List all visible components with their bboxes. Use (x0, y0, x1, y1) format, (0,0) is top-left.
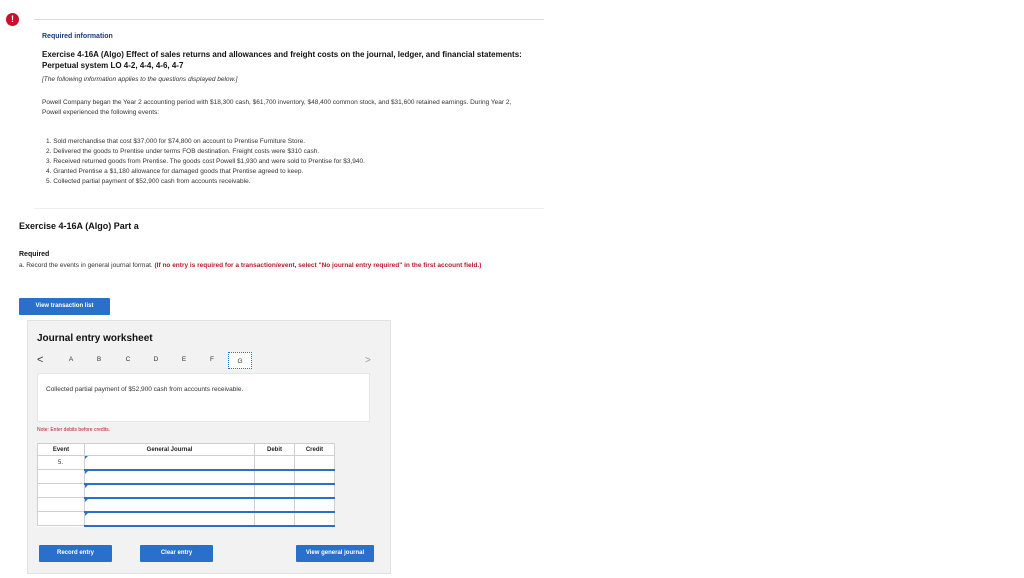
tab-c[interactable]: C (125, 356, 131, 363)
transaction-description-box (37, 373, 370, 422)
instruction-red: (If no entry is required for a transaction/event, select "No journal entry required" in the first account field.) (154, 262, 482, 269)
prev-arrow-icon[interactable]: < (37, 354, 44, 366)
event-cell (38, 512, 85, 526)
debit-input[interactable] (255, 456, 295, 470)
event-item: 2. Delivered the goods to Prentise under terms FOB destination. Freight costs were $310 cash. (46, 148, 320, 155)
clear-entry-button[interactable]: Clear entry (140, 545, 213, 562)
view-transaction-list-button[interactable]: View transaction list (19, 298, 110, 315)
account-input[interactable] (85, 498, 255, 512)
transaction-description: Collected partial payment of $52,900 cash from accounts receivable. (46, 386, 244, 393)
event-item: 1. Sold merchandise that cost $37,000 for $74,800 on account to Prentise Furniture Store. (46, 138, 306, 145)
event-item: 3. Received returned goods from Prentise. The goods cost Powell $1,930 and were sold to Prentise for $3,940. (46, 158, 365, 165)
event-list (46, 137, 365, 187)
table-row (38, 498, 335, 512)
debit-column-header: Debit (255, 444, 295, 456)
tab-d[interactable]: D (153, 356, 159, 363)
debit-input[interactable] (255, 470, 295, 484)
worksheet-title: Journal entry worksheet (37, 333, 153, 344)
event-cell (38, 498, 85, 512)
account-input[interactable] (85, 456, 255, 470)
journal-entry-worksheet (27, 320, 391, 574)
account-input[interactable] (85, 512, 255, 526)
debit-input[interactable] (255, 484, 295, 498)
table-row (38, 470, 335, 484)
tab-b[interactable]: B (96, 356, 102, 363)
credit-input[interactable] (295, 484, 335, 498)
event-cell: 5. (38, 456, 85, 470)
debit-input[interactable] (255, 512, 295, 526)
next-arrow-icon[interactable]: > (365, 355, 371, 366)
required-label: Required (19, 251, 50, 258)
exercise-title: Exercise 4-16A (Algo) Effect of sales returns and allowances and freight costs on the journal, ledger, and financial statements: Perpetual system LO 4-2, 4-4, 4-6, 4-7 (42, 50, 522, 70)
view-general-journal-button[interactable]: View general journal (296, 545, 374, 562)
account-input[interactable] (85, 484, 255, 498)
event-cell (38, 470, 85, 484)
debits-note: Note: Enter debits before credits. (37, 427, 111, 433)
part-title: Exercise 4-16A (Algo) Part a (19, 221, 139, 231)
debit-input[interactable] (255, 498, 295, 512)
credit-column-header: Credit (295, 444, 335, 456)
journal-table (37, 443, 335, 527)
table-row (38, 456, 335, 470)
event-cell (38, 484, 85, 498)
record-entry-button[interactable]: Record entry (39, 545, 112, 562)
credit-input[interactable] (295, 456, 335, 470)
table-row (38, 512, 335, 526)
credit-input[interactable] (295, 498, 335, 512)
alert-icon: ! (6, 13, 19, 26)
instruction-plain: a. Record the events in general journal format. (19, 262, 153, 269)
event-item: 4. Granted Prentise a $1,180 allowance for damaged goods that Prentise agreed to keep. (46, 168, 304, 175)
table-row (38, 484, 335, 498)
required-information-label: Required information (42, 33, 113, 40)
tab-g[interactable]: G (228, 352, 252, 369)
tab-f[interactable]: F (210, 356, 214, 363)
tab-a[interactable]: A (68, 356, 74, 363)
event-column-header: Event (38, 444, 85, 456)
tab-e[interactable]: E (181, 356, 187, 363)
event-item: 5. Collected partial payment of $52,900 cash from accounts receivable. (46, 178, 251, 185)
credit-input[interactable] (295, 512, 335, 526)
general-journal-column-header: General Journal (85, 444, 255, 456)
intro-text: Powell Company began the Year 2 accounting period with $18,300 cash, $61,700 inventory, $48,400 common stock, and $31,600 retained earnings. During Year 2, Powell experienced the following events: (42, 99, 512, 116)
credit-input[interactable] (295, 470, 335, 484)
applies-note: [The following information applies to the questions displayed below.] (42, 76, 238, 83)
instruction (19, 261, 539, 271)
required-information-panel (34, 19, 544, 209)
account-input[interactable] (85, 470, 255, 484)
